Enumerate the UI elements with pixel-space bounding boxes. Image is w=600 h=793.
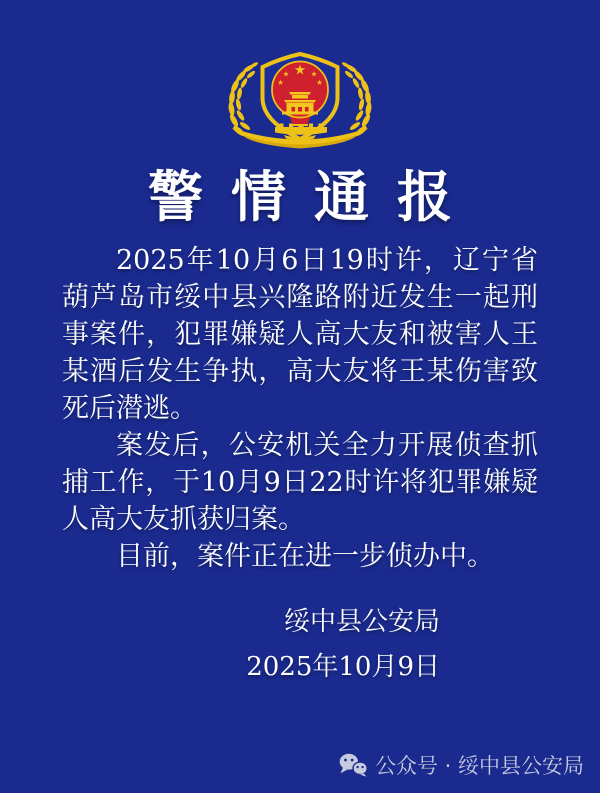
police-badge-icon xyxy=(225,52,375,151)
wechat-account-label: 公众号 · 绥中县公安局 xyxy=(374,754,584,778)
notice-paragraph-status: 目前，案件正在进一步侦办中。 xyxy=(116,541,494,572)
notice-title: 警情通报 xyxy=(147,164,480,229)
wechat-icon xyxy=(338,752,368,778)
signature-block xyxy=(246,600,440,690)
notice-paragraph-incident: 2025年10月6日19时许，辽宁省葫芦岛市绥中县兴隆路附近发生一起刑事案件，犯罪嫌疑人高大友和被害人王某酒后发生争执，高大友将王某伤害致死后潜逃。 xyxy=(62,245,538,424)
signature-agency: 绥中县公安局 xyxy=(283,607,440,637)
notice-paragraph-arrest: 案发后，公安机关全力开展侦查抓捕工作，于10月9日22时许将犯罪嫌疑人高大友抓获归案。 xyxy=(62,430,538,535)
wechat-footer xyxy=(338,750,584,780)
notice-body xyxy=(62,242,538,575)
signature-date: 2025年10月9日 xyxy=(246,652,440,682)
